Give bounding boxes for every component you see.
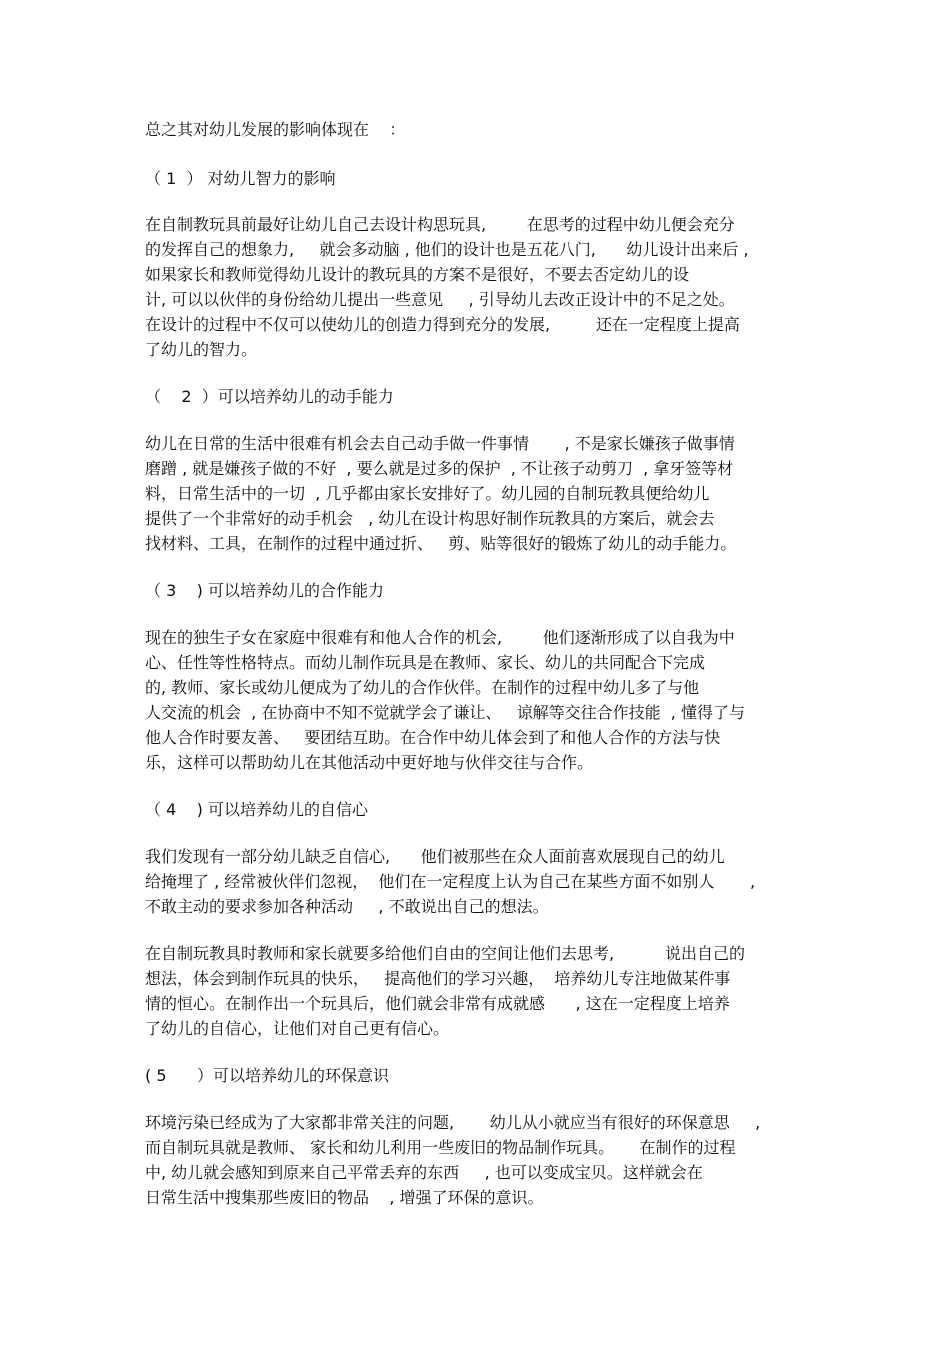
section-3-line-3: 的, 教师、家长或幼儿便成为了幼儿的合作伙伴。在制作的过程中幼儿多了与他: [145, 678, 700, 697]
section-1-line-5: 在设计的过程中不仅可以使幼儿的创造力得到充分的发展, 还在一定程度上提高: [145, 315, 740, 334]
section-2-line-5: 找材料、工具，在制作的过程中通过折、 剪、贴等很好的锻炼了幼儿的动手能力。: [145, 534, 737, 553]
section-1-line-2: 的发挥自己的想象力, 就会多动脑 , 他们的设计也是五花八门, 幼儿设计出来后 ,: [145, 240, 749, 259]
section-3-line-5: 他人合作时要友善、 要团结互助。在合作中幼儿体会到了和他人合作的方法与快: [145, 728, 721, 747]
section-2-line-4: 提供了一个非常好的动手机会 , 幼儿在设计构思好制作玩教具的方案后，就会去: [145, 509, 715, 528]
section-4-p2-line-2: 想法，体会到制作玩具的快乐， 提高他们的学习兴趣， 培养幼儿专注地做某件事: [145, 969, 731, 988]
section-2-line-2: 磨蹭 , 就是嫌孩子做的不好 , 要么就是过多的保护 , 不让孩子动剪刀 , 拿牙签等材: [145, 459, 734, 478]
section-2-line-1: 幼儿在日常的生活中很难有机会去自己动手做一件事情 , 不是家长嫌孩子做事情: [145, 434, 735, 453]
section-4-p1-line-2: 给掩埋了 , 经常被伙伴们忽视， 他们在一定程度上认为自己在某些方面不如别人 ,: [145, 872, 756, 891]
intro-text: 总之其对幼儿发展的影响体现在 ：: [145, 120, 406, 139]
section-1-line-4: 计, 可以以伙伴的身份给幼儿提出一些意见 , 引导幼儿去改正设计中的不足之处。: [145, 290, 735, 309]
section-1-heading: （ 1 ） 对幼儿智力的影响: [145, 169, 336, 188]
section-4-p2-line-4: 了幼儿的自信心，让他们对自己更有信心。: [145, 1019, 450, 1038]
section-4-p1-line-3: 不敢主动的要求参加各种活动 , 不敢说出自己的想法。: [145, 897, 549, 916]
section-1-line-6: 了幼儿的智力。: [145, 340, 258, 359]
section-4-p2-line-1: 在自制玩教具时教师和家长就要多给他们自由的空间让他们去思考, 说出自己的: [145, 944, 745, 963]
section-5-heading: ( 5 ）可以培养幼儿的环保意识: [145, 1066, 390, 1085]
section-3-heading: （ 3 ) 可以培养幼儿的合作能力: [145, 581, 384, 600]
section-5-line-2: 而自制玩具就是教师、 家长和幼儿利用一些废旧的物品制作玩具。 在制作的过程: [145, 1138, 736, 1157]
section-1-line-3: 如果家长和教师觉得幼儿设计的教玩具的方案不是很好，不要去否定幼儿的设: [145, 265, 690, 284]
section-2-heading: （ 2 ）可以培养幼儿的动手能力: [145, 387, 394, 406]
section-5-line-1: 环境污染已经成为了大家都非常关注的问题, 幼儿从小就应当有很好的环保意思 ,: [145, 1113, 761, 1132]
section-3-line-1: 现在的独生子女在家庭中很难有和他人合作的机会, 他们逐渐形成了以自我为中: [145, 628, 735, 647]
section-4-p1-line-1: 我们发现有一部分幼儿缺乏自信心, 他们被那些在众人面前喜欢展现自己的幼儿: [145, 847, 725, 866]
section-2-line-3: 料，日常生活中的一切 , 几乎都由家长安排好了。幼儿园的自制玩教具便给幼儿: [145, 484, 710, 503]
section-5-line-3: 中, 幼儿就会感知到原来自己平常丢弃的东西 , 也可以变成宝贝。这样就会在: [145, 1163, 703, 1182]
section-3-line-6: 乐，这样可以帮助幼儿在其他活动中更好地与伙伴交往与合作。: [145, 753, 594, 772]
section-4-heading: （ 4 ) 可以培养幼儿的自信心: [145, 800, 368, 819]
section-4-p2-line-3: 情的恒心。在制作出一个玩具后，他们就会非常有成就感 , 这在一定程度上培养: [145, 994, 730, 1013]
section-5-line-4: 日常生活中搜集那些废旧的物品 , 增强了环保的意识。: [145, 1188, 544, 1207]
section-3-line-2: 心、任性等性格特点。而幼儿制作玩具是在教师、家长、幼儿的共同配合下完成: [145, 653, 706, 672]
section-3-line-4: 人交流的机会 , 在协商中不知不觉就学会了谦让、 谅解等交往合作技能 , 懂得了与: [145, 703, 745, 722]
section-1-line-1: 在自制教玩具前最好让幼儿自己去设计构思玩具, 在思考的过程中幼儿便会充分: [145, 215, 735, 234]
